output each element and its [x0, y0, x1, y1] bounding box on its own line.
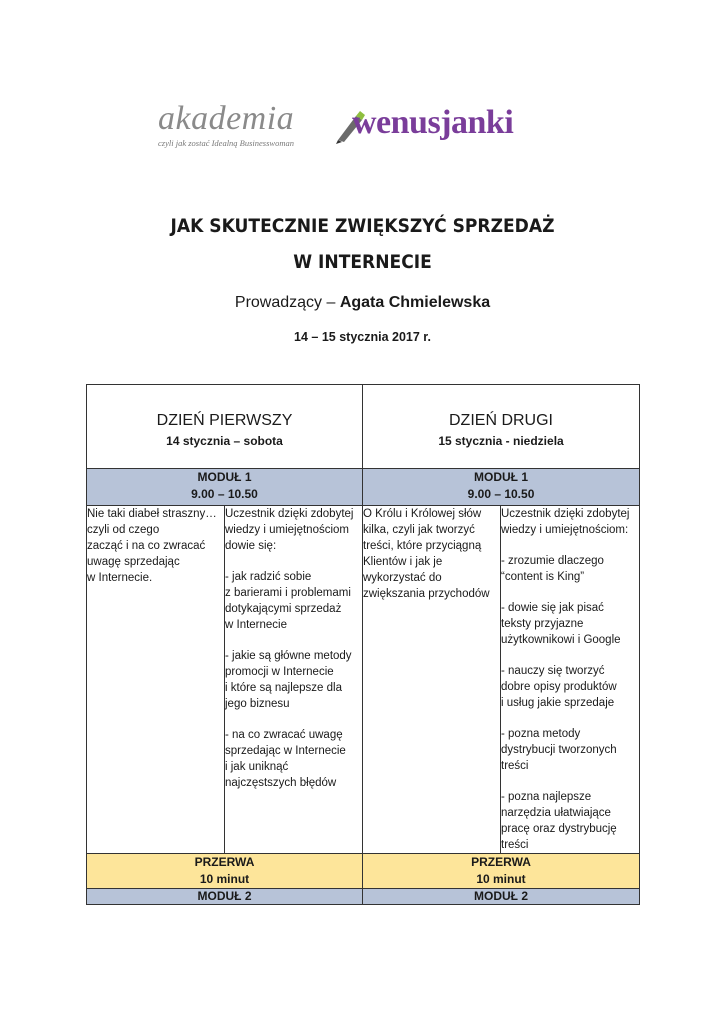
day-1-outcome: - jak radzić sobie z barierami i problemami dotykającymi sprzedaż w Internecie: [225, 571, 351, 631]
module-1-content-row: [87, 506, 640, 854]
day-2-break-title: PRZERWA: [471, 855, 531, 869]
day-1-module-1-time: 9.00 – 10.50: [191, 487, 258, 501]
day-2-topic-cell: [363, 506, 501, 854]
title-line-1: JAK SKUTECZNIE ZWIĘKSZYĆ SPRZEDAŻ: [170, 215, 555, 237]
day-1-break-time: 10 minut: [199, 872, 250, 886]
day-2-break: [363, 854, 640, 889]
day-1-outcome: - na co zwracać uwagę sprzedając w Internecie i jak uniknąć najczęstszych błędów: [225, 729, 346, 789]
day-2-header: [363, 385, 640, 469]
day-2-outcome: Uczestnik dzięki zdobytej wiedzy i umiejętnościom:: [501, 508, 630, 536]
logo-word-wenusjanki: wenusjanki: [352, 104, 514, 141]
day-1-module-1-title: MODUŁ 1: [197, 470, 252, 484]
day-1-outcomes-cell: [225, 506, 363, 854]
day-2-outcome: - pozna metody dystrybucji tworzonych treści: [501, 728, 617, 772]
day-2-break-time: 10 minut: [476, 872, 526, 886]
day-2-date: 15 stycznia - niedziela: [438, 434, 564, 448]
day-2-name: DZIEŃ DRUGI: [449, 412, 553, 429]
schedule-table: [86, 384, 640, 905]
title-line-2: W INTERNECIE: [293, 251, 432, 273]
logo-word-akademia: akademia: [158, 100, 295, 137]
day-1-topic-cell: [87, 506, 225, 854]
day-1-outcome: - jakie są główne metody promocji w Internecie i które są najlepsze dla jego biznesu: [225, 650, 352, 710]
day-2-topic: O Królu i Królowej słów kilka, czyli jak tworzyć treści, które przyciągną Klientów i jak je wykorzystać do zwiększania przychodów: [363, 508, 490, 600]
presenter-name: Agata Chmielewska: [339, 294, 491, 311]
day-1-break: [87, 854, 363, 889]
logo-tagline: czyli jak zostać Idealną Businesswoman: [158, 138, 294, 148]
day-2-outcome: - dowie się jak pisać teksty przyjazne użytkownikowi i Google: [501, 602, 621, 646]
day-1-break-title: PRZERWA: [194, 855, 255, 869]
day-1-header: [87, 385, 363, 469]
module-1-row: [87, 469, 640, 506]
day-2-outcome: - pozna najlepsze narzędzia ułatwiające pracę oraz dystrybucję treści: [501, 791, 617, 851]
day-1-module-2: MODUŁ 2: [87, 889, 363, 905]
day-1-outcome: Uczestnik dzięki zdobytej wiedzy i umiejętnościom dowie się:: [225, 508, 354, 552]
presenter-line: [0, 294, 725, 312]
day-header-row: [87, 385, 640, 469]
module-2-row: [87, 889, 640, 905]
day-2-module-1-title: MODUŁ 1: [474, 470, 528, 484]
day-1-name: DZIEŃ PIERWSZY: [156, 412, 293, 429]
break-row: [87, 854, 640, 889]
day-2-module-1-time: 9.00 – 10.50: [467, 487, 535, 501]
day-2-module-2: MODUŁ 2: [363, 889, 640, 905]
day-2-outcome: - nauczy się tworzyć dobre opisy produktów i usług jakie sprzedaje: [501, 665, 617, 709]
logo: [150, 100, 580, 156]
day-2-outcomes-cell: [501, 506, 640, 854]
presenter-prefix: Prowadzący –: [234, 294, 340, 311]
day-1-date: 14 stycznia – sobota: [166, 434, 283, 448]
day-2-module-1: [363, 469, 640, 506]
day-2-outcome: - zrozumie dlaczego “content is King”: [501, 555, 604, 583]
event-dates: 14 – 15 stycznia 2017 r.: [294, 330, 431, 344]
day-1-module-1: [87, 469, 363, 506]
day-1-topic: Nie taki diabeł straszny… czyli od czego zacząć i na co zwracać uwagę sprzedając w Internecie.: [87, 508, 217, 584]
